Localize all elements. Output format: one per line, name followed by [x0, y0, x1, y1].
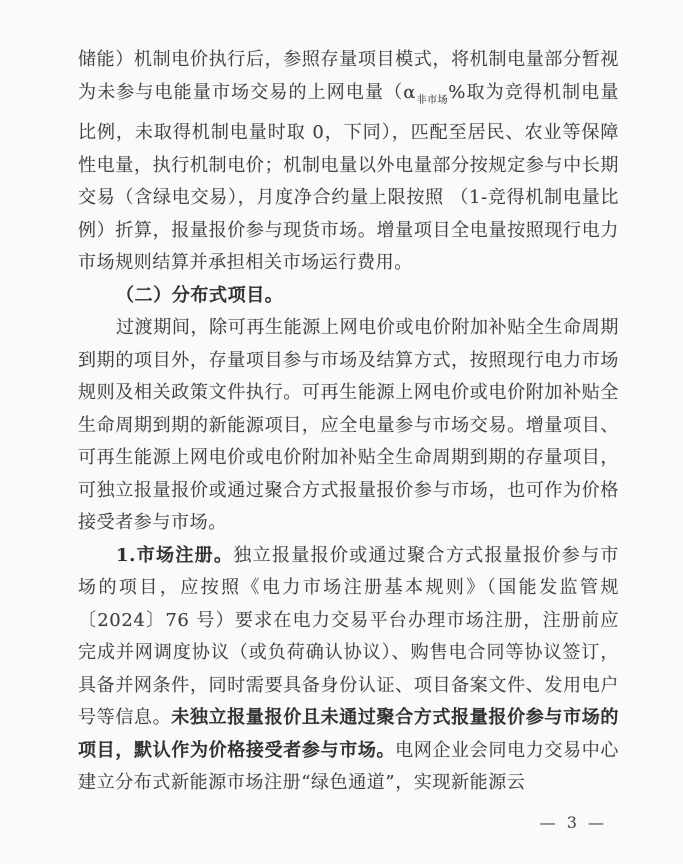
text-segment-normal: 储能）机制电价执行后，参照存量项目模式，将机制电量部分暂视为未参与电能量市场交易的上网电量（α	[78, 49, 619, 103]
page-number: — 3 —	[539, 813, 607, 832]
paragraph	[78, 312, 619, 540]
text-segment-normal: 电网企业会同电力交易中心建立分布式新能源市场注册“绿色通道”，实现新能源云	[78, 739, 619, 793]
text-segment-normal: 独立报量报价或通过聚合方式报量报价参与市场的项目，应按照《电力市场注册基本规则》（国能发监管规〔2024〕76 号）要求在电力交易平台办理市场注册，注册前应完成并网调度协议（或负荷确认协议）、购售电合同等协议签订，具备并网条件，同时需要具备身份认证、项目备案文件、发用电户号等信息。	[78, 544, 619, 728]
text-segment-bold: 未独立报量报价且未通过聚合方式报量报价参与市场的项目，默认作为价格接受者参与市场。	[78, 707, 620, 761]
text-segment-bold: 1.市场注册。	[116, 544, 234, 566]
text-segment-normal: %取为竞得机制电量比例，未取得机制电量时取 0，下同），匹配至居民、农业等保障性电量，执行机制电价；机制电量以外电量部分按规定参与中长期交易（含绿电交易），月度净合约量上限按照 （1-竞得机制电量比例）折算，报量报价参与现货市场。增量项目全电量按照现行电力市场规则结算并承担相关市场运行费用。	[78, 81, 619, 273]
text-segment-normal: 过渡期间，除可再生能源上网电价或电价附加补贴全生命周期到期的项目外，存量项目参与市场及结算方式，按照现行电力市场规则及相关政策文件执行。可再生能源上网电价或电价附加补贴全生命周期到期的新能源项目，应全电量参与市场交易。增量项目、可再生能源上网电价或电价附加补贴全生命周期到期的存量项目，可独立报量报价或通过聚合方式报量报价参与市场，也可作为价格接受者参与市场。	[78, 317, 619, 533]
paragraph	[78, 540, 619, 800]
document-text-block	[78, 44, 619, 800]
paragraph	[78, 44, 619, 280]
text-segment-heading: （二）分布式项目。	[116, 284, 284, 306]
section-heading	[78, 280, 619, 313]
text-segment-subscript: 非市场	[416, 94, 449, 106]
